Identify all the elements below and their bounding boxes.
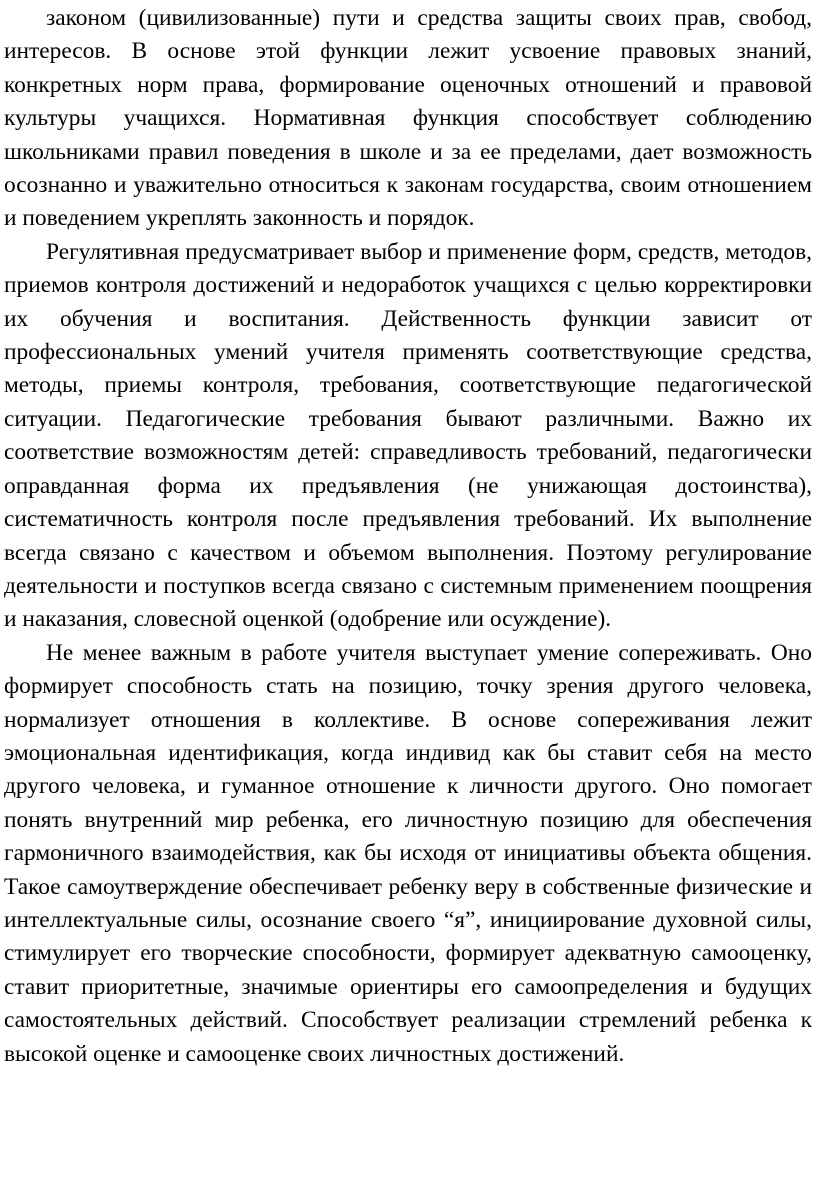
document-page bbox=[4, 2, 812, 1071]
paragraph-empathy: Не менее важным в работе учителя выступает умение сопереживать. Оно формирует способность стать на позицию, точку зрения другого человека, нормализует отношения в коллективе. В основе сопереживания лежит эмоциональная идентификация, когда индивид как бы ставит себя на место другого человека, и гуманное отношение к личности другого. Оно помогает понять внутренний мир ребенка, его личностную позицию для обеспечения гармоничного взаимодействия, как бы исходя от инициативы объекта общения. Такое самоутверждение обеспечивает ребенку веру в собственные физические и интеллектуальные силы, осознание своего “я”, инициирование духовной силы, стимулирует его творческие способности, формирует адекватную самооценку, ставит приоритетные, значимые ориентиры его самоопределения и будущих самостоятельных действий. Способствует реализации стремлений ребенка к высокой оценке и самооценке своих личностных достижений. bbox=[4, 639, 812, 1067]
paragraph-continued: законом (цивилизованные) пути и средства защиты своих прав, свобод, интересов. В основе этой функции лежит усвоение правовых знаний, конкретных норм права, формирование оценочных отношений и правовой культуры учащихся. Нормативная функция способствует соблюдению школьниками правил поведения в школе и за ее пределами, дает возможность осознанно и уважительно относиться к законам государства, своим отношением и поведением укреплять законность и порядок. bbox=[4, 5, 812, 232]
paragraph-regulative-function: Регулятивная предусматривает выбор и применение форм, средств, методов, приемов контроля достижений и недоработок учащихся с целью корректировки их обучения и воспитания. Действенность функции зависит от профессиональных умений учителя применять соответствующие средства, методы, приемы контроля, требования, соответствующие педагогической ситуации. Педагогические требования бывают различными. Важно их соответствие возможностям детей: справедливость требований, педагогически оправданная форма их предъявления (не унижающая достоинства), систематичность контроля после предъявления требований. Их выполнение всегда связано с качеством и объемом выполнения. Поэтому регулирование деятельности и поступков всегда связано с системным применением поощрения и наказания, словесной оценкой (одобрение или осуждение). bbox=[4, 238, 812, 633]
